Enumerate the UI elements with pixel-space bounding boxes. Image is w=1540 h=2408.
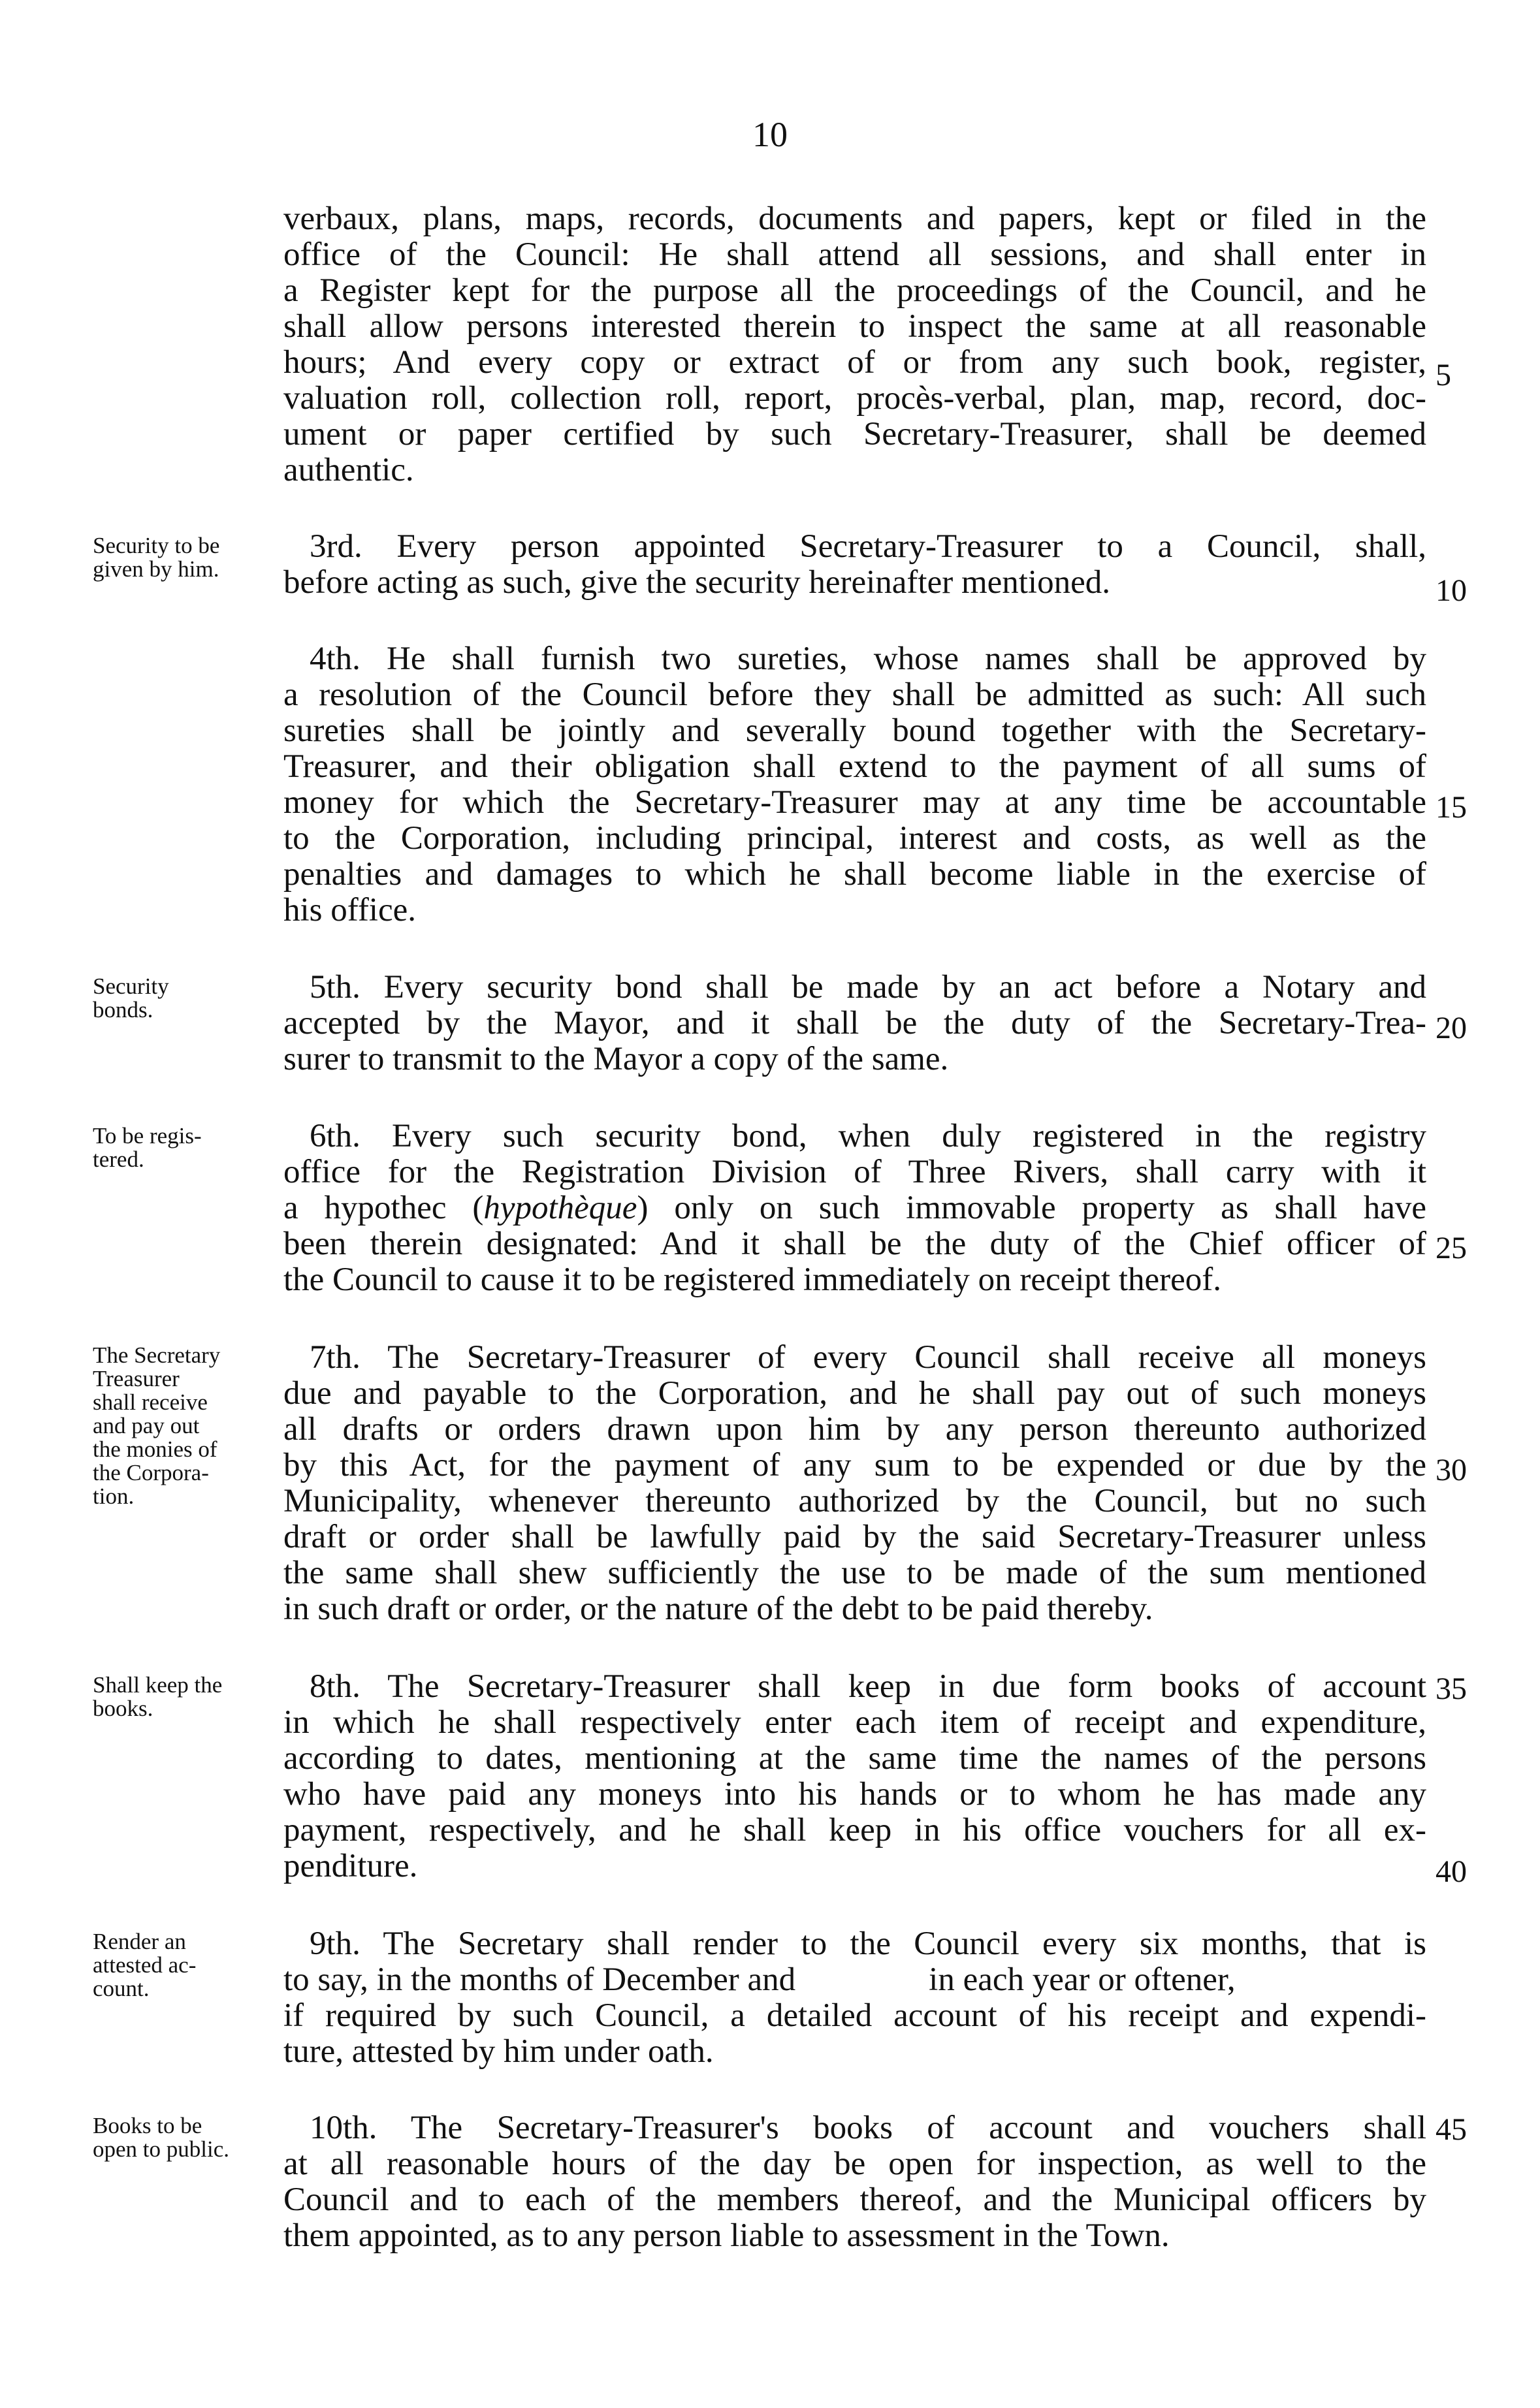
body-line: according to dates, mentioning at the same time the names of the persons xyxy=(283,1740,1426,1777)
side-note: Security bonds. xyxy=(93,974,169,1022)
body-line: to say, in the months of December and in each year or oftener, xyxy=(283,1961,1236,1998)
body-line: the same shall shew sufficiently the use to be made of the sum mentioned xyxy=(283,1555,1426,1591)
body-line xyxy=(283,1190,1426,1226)
side-note: Render an attested ac- count. xyxy=(93,1929,197,2001)
body-line: sureties shall be jointly and severally bound together with the Secretary- xyxy=(283,712,1426,749)
body-line: penditure. xyxy=(283,1848,418,1884)
body-line: money for which the Secretary-Treasurer may at any time be accountable xyxy=(283,784,1426,821)
body-line: surer to transmit to the Mayor a copy of the same. xyxy=(283,1041,949,1077)
side-note: Security to be given by him. xyxy=(93,533,220,582)
italic-term: hypothèque xyxy=(483,1190,637,1226)
body-line: his office. xyxy=(283,892,417,928)
line-number: 35 xyxy=(1436,1671,1467,1706)
body-line: Council and to each of the members thereof, and the Municipal officers by xyxy=(283,2181,1426,2218)
body-line: ument or paper certified by such Secretary-Treasurer, shall be deemed xyxy=(283,416,1426,452)
body-line: 4th. He shall furnish two sureties, whose names shall be approved by xyxy=(310,641,1426,677)
body-line: ture, attested by him under oath. xyxy=(283,2033,714,2070)
line-number: 40 xyxy=(1436,1854,1467,1889)
line-number: 15 xyxy=(1436,790,1467,825)
body-line: Municipality, whenever thereunto authorized by the Council, but no such xyxy=(283,1483,1426,1519)
body-line: in such draft or order, or the nature of the debt to be paid thereby. xyxy=(283,1591,1153,1627)
body-line: 5th. Every security bond shall be made by an act before a Notary and xyxy=(310,969,1426,1006)
body-line: 9th. The Secretary shall render to the Council every six months, that is xyxy=(310,1925,1426,1962)
body-text: a hypothec ( xyxy=(283,1190,484,1226)
body-line: if required by such Council, a detailed account of his receipt and expendi- xyxy=(283,1997,1426,2034)
body-line: who have paid any moneys into his hands or to whom he has made any xyxy=(283,1776,1426,1813)
body-line: been therein designated: And it shall be the duty of the Chief officer of xyxy=(283,1226,1426,1262)
body-line: a Register kept for the purpose all the proceedings of the Council, and he xyxy=(283,272,1426,309)
side-note: Books to be open to public. xyxy=(93,2113,229,2162)
body-line: all drafts or orders drawn upon him by any person thereunto authorized xyxy=(283,1411,1426,1448)
side-note: The Secretary Treasurer shall receive and pay out the monies of the Corpora- tion. xyxy=(93,1342,221,1509)
body-line: shall allow persons interested therein to inspect the same at all reasonable xyxy=(283,308,1426,345)
body-line: them appointed, as to any person liable to assessment in the Town. xyxy=(283,2217,1170,2254)
body-line: payment, respectively, and he shall keep in his office vouchers for all ex- xyxy=(283,1812,1426,1848)
body-line: the Council to cause it to be registered immediately on receipt thereof. xyxy=(283,1261,1221,1298)
body-line: valuation roll, collection roll, report, procès-verbal, plan, map, record, doc- xyxy=(283,380,1426,417)
side-note: Shall keep the books. xyxy=(93,1672,223,1721)
body-line: verbaux, plans, maps, records, documents and papers, kept or filed in the xyxy=(283,200,1426,237)
body-line: before acting as such, give the security hereinafter mentioned. xyxy=(283,564,1110,601)
body-line: 3rd. Every person appointed Secretary-Treasurer to a Council, shall, xyxy=(310,528,1426,565)
line-number: 5 xyxy=(1436,358,1451,392)
body-line: a resolution of the Council before they shall be admitted as such: All such xyxy=(283,676,1426,713)
body-line: by this Act, for the payment of any sum to be expended or due by the xyxy=(283,1447,1426,1483)
body-line: to the Corporation, including principal, interest and costs, as well as the xyxy=(283,820,1426,857)
body-line: draft or order shall be lawfully paid by the said Secretary-Treasurer unless xyxy=(283,1519,1426,1555)
line-number: 10 xyxy=(1436,573,1467,608)
body-line: office of the Council: He shall attend all sessions, and shall enter in xyxy=(283,236,1426,273)
body-line: 8th. The Secretary-Treasurer shall keep in due form books of account xyxy=(310,1668,1426,1705)
body-line: Treasurer, and their obligation shall extend to the payment of all sums of xyxy=(283,748,1426,785)
body-line: office for the Registration Division of Three Rivers, shall carry with it xyxy=(283,1154,1426,1190)
line-number: 30 xyxy=(1436,1453,1467,1487)
side-note: To be regis- tered. xyxy=(93,1123,202,1172)
body-line: due and payable to the Corporation, and he shall pay out of such moneys xyxy=(283,1375,1426,1412)
body-line: accepted by the Mayor, and it shall be the duty of the Secretary-Trea- xyxy=(283,1005,1426,1041)
line-number: 20 xyxy=(1436,1011,1467,1045)
body-line: penalties and damages to which he shall become liable in the exercise of xyxy=(283,856,1426,893)
body-line: authentic. xyxy=(283,452,414,488)
body-line: in which he shall respectively enter each item of receipt and expenditure, xyxy=(283,1704,1426,1741)
body-line: 10th. The Secretary-Treasurer's books of account and vouchers shall xyxy=(310,2110,1426,2146)
body-line: at all reasonable hours of the day be open for inspection, as well to the xyxy=(283,2146,1426,2182)
body-line: 7th. The Secretary-Treasurer of every Council shall receive all moneys xyxy=(310,1339,1426,1376)
page-number: 10 xyxy=(752,115,788,154)
body-line: hours; And every copy or extract of or from any such book, register, xyxy=(283,344,1426,381)
body-line: 6th. Every such security bond, when duly registered in the registry xyxy=(310,1118,1426,1154)
line-number: 25 xyxy=(1436,1231,1467,1265)
line-number: 45 xyxy=(1436,2112,1467,2147)
body-text: ) only on such immovable property as shall have xyxy=(637,1190,1427,1226)
